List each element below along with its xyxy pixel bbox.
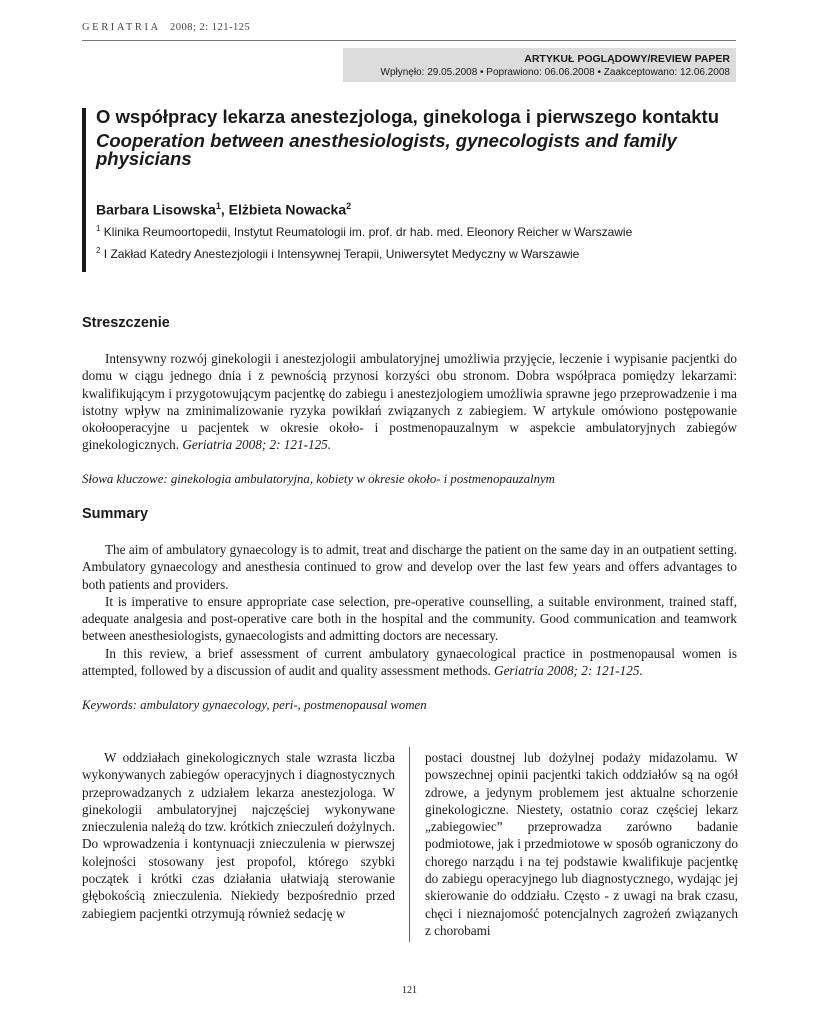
summary-citation: Geriatria 2008; 2: 121-125.: [494, 663, 643, 679]
column-divider: [409, 747, 410, 942]
body-right-text: postaci doustnej lub dożylnej podaży midazolamu. W powszechnej opinii pacjentki takich oddziałów są na ogół zdrowe, a jedynym problemem jest aktualne schorzenie ginekologiczne. Niestety, ostatnio coraz częściej lekarz „zabiegowiec” przeprowadza zarówno badanie podmiotowe, jak i przedmiotowe w sposób ograniczony do chorego narządu i na tej podstawie kwalifikuje pacjentkę do zabiegu operacyjnego lub diagnostycznego, wydając jej skierowanie do oddziału. Często - z uwagi na brak czasu, chęci i nieznajomość potencjalnych zagrożeń związanych z chorobami: [425, 750, 738, 938]
summary-paragraph-1: The aim of ambulatory gynaecology is to admit, treat and discharge the patient on the same day in an outpatient setting. Ambulatory gynaecology and anesthesia continued to grow and develop over the last few years and offers advantages to both patients and providers.: [82, 542, 737, 592]
author-name: Elżbieta Nowacka: [228, 201, 347, 218]
submission-dates: Wpłynęło: 29.05.2008 • Poprawiono: 06.06.2008 • Zaakceptowano: 12.06.2008: [380, 67, 730, 78]
title-polish: O współpracy lekarza anestezjologa, ginekologa i pierwszego kontaktu: [96, 106, 720, 127]
author-sup: 2: [346, 201, 352, 211]
author-separator: ,: [220, 201, 229, 218]
summary-keywords: Keywords: ambulatory gynaecology, peri-, postmenopausal women: [82, 698, 427, 712]
body-column-right: [425, 749, 738, 939]
summary-paragraph-3: [82, 645, 737, 680]
summary-p3-text: In this review, a brief assessment of current ambulatory gynaecological practice in postmenopausal women is attempted, followed by a discussion of audit and quality assessment methods.: [82, 645, 737, 679]
author-name: Barbara Lisowska: [96, 201, 216, 218]
affiliation-sup: 2: [96, 245, 101, 255]
affiliation: [96, 243, 742, 262]
summary-paragraph-2: It is imperative to ensure appropriate case selection, pre-operative counselling, a suitable environment, trained staff, adequate analgesia and post-operative care both in the hospital and the community. Good communication and teamwork between anesthesiologists, gynaecologists and admitting doctors are necessary.: [82, 593, 737, 644]
journal-name: GERIATRIA: [82, 22, 161, 33]
header-rule: [82, 40, 736, 41]
page-number: 121: [402, 985, 417, 996]
running-head: [82, 22, 250, 33]
streszczenie-heading: Streszczenie: [82, 315, 170, 331]
body-column-left: [82, 749, 395, 922]
streszczenie-text: [82, 350, 737, 454]
article-type-label: ARTYKUŁ POGLĄDOWY/REVIEW PAPER: [524, 53, 730, 65]
streszczenie-body: Intensywny rozwój ginekologii i anestezjologii ambulatoryjnej umożliwia przyjęcie, leczenie i wypisanie pacjentki do domu w ciągu jednego dnia i z pewnością przynosi korzyści obu stronom. Dobra współpraca pomiędzy lekarzami: kwalifikującym i przygotowującym pacjentkę do zabiegu i anestezjologiem umożliwia sprawne jego przeprowadzenie i ma istotny wpływ na zminimalizowanie ryzyka powikłań związanych z zabiegiem. W artykule omówiono postępowanie okołooperacyjne u pacjentek w okresie około- i postmenopauzalnym w aspekcie ambulatoryjnych zabiegów ginekologicznych.: [82, 351, 737, 453]
affiliation-sup: 1: [96, 223, 101, 233]
slowa-kluczowe: Słowa kluczowe: ginekologia ambulatoryjna, kobiety w okresie około- i postmenopauzalnym: [82, 472, 555, 486]
affiliation-text: I Zakład Katedry Anestezjologii i Intensywnej Terapii, Uniwersytet Medyczny w Warszawie: [103, 246, 580, 261]
author-sup: 1: [215, 201, 221, 211]
journal-citation: 2008; 2: 121-125: [169, 22, 251, 33]
body-left-text: W oddziałach ginekologicznych stale wzrasta liczba wykonywanych zabiegów operacyjnych i diagnostycznych przeprowadzanych z udziałem lekarza anestezjologa. W ginekologii ambulatoryjnej najczęściej wykonywane znieczulenia należą do tzw. krótkich znieczuleń dożylnych. Do wprowadzenia i kontynuacji znieczulenia w pierwszej kolejności stosowany jest propofol, którego szybki początek i krótki czas działania ułatwiają sterowanie głębokością znieczulenia. Niekiedy bezpośrednio przed zabiegiem pacjentki otrzymują również sedację w: [82, 750, 395, 921]
article-type-box: [343, 48, 736, 82]
affiliation-text: Klinika Reumoortopedii, Instytut Reumatologii im. prof. dr hab. med. Eleonory Reicher w Warszawie: [103, 224, 633, 239]
title-english: Cooperation between anesthesiologists, gynecologists and family physicians: [96, 130, 677, 169]
streszczenie-citation: Geriatria 2008; 2: 121-125.: [182, 437, 332, 453]
summary-heading: Summary: [82, 506, 149, 522]
affiliation: [96, 221, 742, 240]
summary-text: [82, 541, 737, 679]
authors: [96, 198, 742, 218]
title-block: [82, 108, 742, 272]
